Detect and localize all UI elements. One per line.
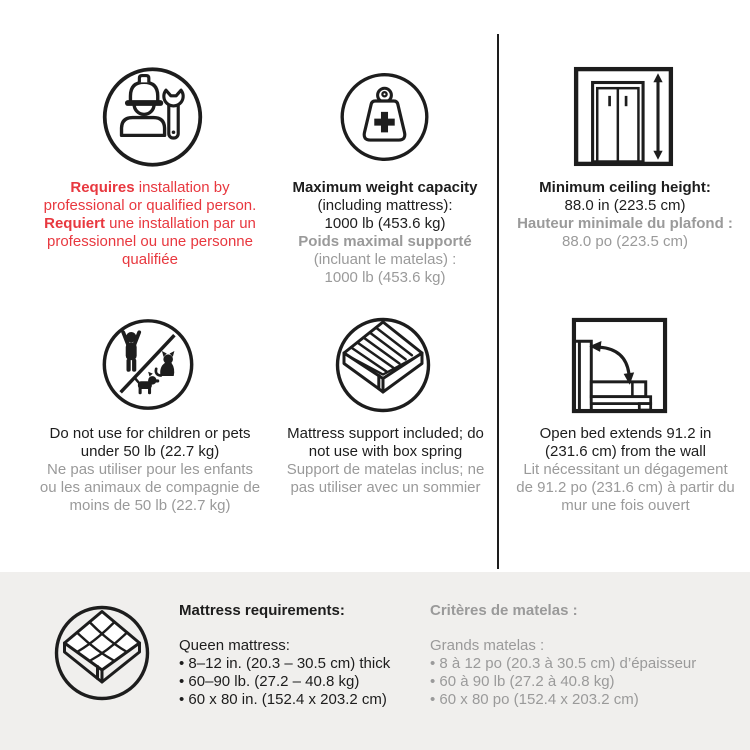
info-text-installation: [28, 179, 272, 269]
text-line: Requiert une installation par un: [44, 215, 256, 232]
vertical-divider: [497, 34, 499, 569]
list-item: • 8–12 in. (20.3 – 30.5 cm) thick: [179, 655, 424, 673]
bed-fold-out-icon: [570, 316, 669, 415]
text-line: moins de 50 lb (22.7 kg): [69, 497, 231, 514]
list-item: • 8 à 12 po (20.3 à 30.5 cm) d’épaisseur: [430, 655, 730, 673]
text-line: Do not use for children or pets: [49, 425, 251, 442]
text-line: Open bed extends 91.2 in: [539, 425, 712, 442]
worker-wrench-icon: [100, 64, 205, 170]
mattress-size-label-fr: Grands matelas :: [430, 637, 545, 654]
text-line: Minimum ceiling height:: [539, 179, 711, 196]
text-line: 88.0 po (223.5 cm): [562, 233, 688, 250]
text-line: 88.0 in (223.5 cm): [564, 197, 686, 214]
mattress-size-label: Queen mattress:: [179, 637, 290, 654]
text-line: Ne pas utiliser pour les enfants: [47, 461, 253, 478]
mattress-requirements-title: Mattress requirements:: [179, 602, 345, 619]
list-item: • 60 x 80 po (152.4 x 203.2 cm): [430, 691, 730, 709]
text-line: not use with box spring: [308, 443, 463, 460]
text-line: under 50 lb (22.7 kg): [80, 443, 220, 460]
text-line: 1000 lb (453.6 kg): [324, 215, 446, 232]
info-text-children-pets: [25, 425, 275, 515]
info-text-ceiling-height: [500, 179, 750, 251]
text-line: Maximum weight capacity: [292, 179, 478, 196]
list-item: • 60 à 90 lb (27.2 à 40.8 kg): [430, 673, 730, 691]
text-line: Requires installation by: [70, 179, 230, 196]
text-line: qualifiée: [122, 251, 178, 268]
text-line: Mattress support included; do: [287, 425, 484, 442]
cabinet-height-arrow-icon: [572, 65, 675, 168]
text-line: de 91.2 po (231.6 cm) à partir du: [516, 479, 735, 496]
slatted-support-icon: [333, 315, 433, 415]
text-line: Support de matelas inclus; ne: [286, 461, 485, 478]
mattress-requirements-en: [179, 602, 424, 709]
text-line: (including mattress):: [317, 197, 453, 214]
text-line: ou les animaux de compagnie de: [39, 479, 261, 496]
text-line: 1000 lb (453.6 kg): [324, 269, 446, 286]
mattress-requirements-title-fr: Critères de matelas :: [430, 602, 578, 619]
list-item: • 60–90 lb. (27.2 – 40.8 kg): [179, 673, 424, 691]
info-text-mattress-support: [283, 425, 488, 497]
info-text-open-bed: [508, 425, 743, 515]
tufted-mattress-icon: [52, 601, 152, 705]
mattress-requirements-fr: [430, 602, 730, 709]
text-line: professional or qualified person.: [43, 197, 257, 214]
text-line: Hauteur minimale du plafond :: [517, 215, 733, 232]
text-line: Poids maximal supporté: [298, 233, 472, 250]
text-line: (231.6 cm) from the wall: [545, 443, 706, 460]
text-line: professionnel ou une personne: [47, 233, 253, 250]
text-line: (incluant le matelas) :: [313, 251, 457, 268]
no-children-pets-icon: [100, 316, 196, 413]
list-item: • 60 x 80 in. (152.4 x 203.2 cm): [179, 691, 424, 709]
weight-plus-icon: [338, 70, 431, 164]
text-line: mur une fois ouvert: [561, 497, 690, 514]
text-line: Lit nécessitant un dégagement: [523, 461, 728, 478]
text-line: pas utiliser avec un sommier: [290, 479, 481, 496]
info-text-max-weight: [285, 179, 485, 287]
